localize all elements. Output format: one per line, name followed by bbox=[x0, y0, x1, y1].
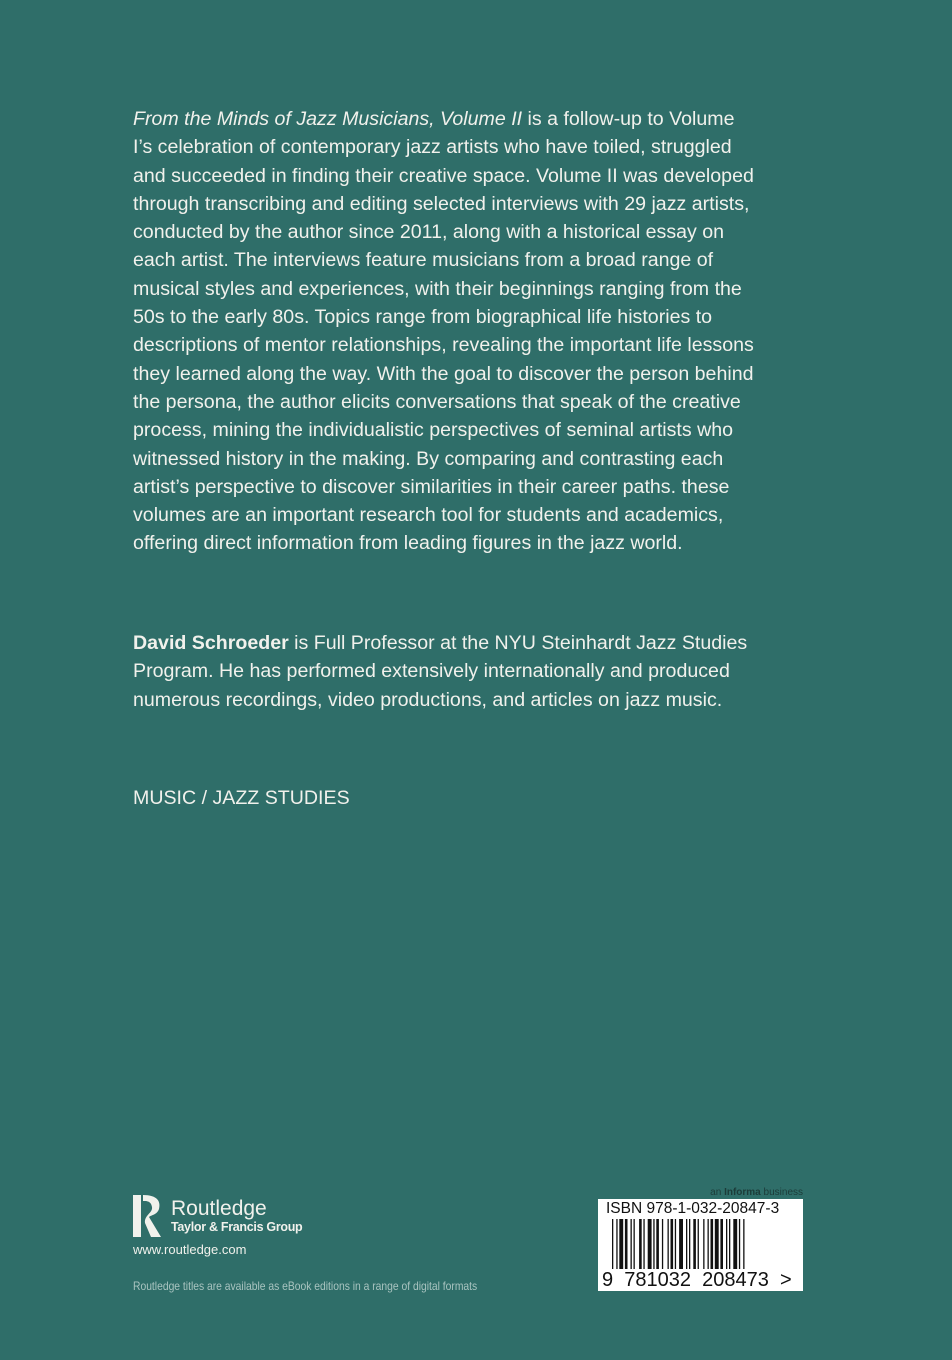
barcode-bar bbox=[733, 1219, 737, 1269]
description-line: witnessed history in the making. By comparing and contrasting each bbox=[133, 447, 724, 470]
informa-brand: Informa bbox=[724, 1187, 761, 1198]
barcode-bar bbox=[726, 1219, 727, 1269]
barcode-bar bbox=[616, 1219, 617, 1269]
barcode-bar bbox=[631, 1219, 632, 1269]
barcode-bar bbox=[729, 1219, 730, 1269]
description-line: descriptions of mentor relationships, revealing the important life lessons bbox=[133, 334, 754, 357]
book-title: From the Minds of Jazz Musicians, Volume II bbox=[133, 108, 523, 130]
barcode-bar bbox=[703, 1219, 704, 1269]
author-name: David Schroeder bbox=[133, 632, 289, 654]
bio-line: Program. He has performed extensively internationally and produced bbox=[133, 660, 730, 683]
barcode-bar bbox=[720, 1219, 723, 1269]
barcode-bar bbox=[689, 1219, 690, 1269]
barcode-bar bbox=[643, 1219, 644, 1269]
barcode-digits: 9 781032 208473 > bbox=[602, 1269, 792, 1291]
informa-prefix: an bbox=[710, 1187, 722, 1198]
description-line: conducted by the author since 2011, along with a historical essay on bbox=[133, 221, 725, 244]
description-line: process, mining the individualistic perspectives of seminal artists who bbox=[133, 419, 734, 442]
description-line: through transcribing and editing selected interviews with 29 jazz artists, bbox=[133, 192, 750, 215]
bio-line bbox=[133, 629, 747, 657]
barcode-bar bbox=[693, 1219, 696, 1269]
description-line: volumes are an important research tool for students and academics, bbox=[133, 504, 724, 527]
description-line: musical styles and experiences, with their beginnings ranging from the bbox=[133, 277, 742, 300]
barcode-bars bbox=[598, 1219, 803, 1271]
barcode-bar bbox=[675, 1219, 676, 1269]
informa-suffix: business bbox=[763, 1187, 803, 1198]
barcode-bar bbox=[653, 1219, 654, 1269]
description-line: and succeeded in finding their creative space. Volume II was developed bbox=[133, 164, 754, 187]
description-line: offering direct information from leading figures in the jazz world. bbox=[133, 532, 683, 555]
publisher-group: Taylor & Francis Group bbox=[171, 1219, 303, 1234]
barcode-bar bbox=[743, 1219, 744, 1269]
publisher-name: Routledge bbox=[171, 1196, 267, 1220]
barcode-bar bbox=[612, 1219, 613, 1269]
routledge-logo bbox=[133, 1193, 302, 1239]
book-description bbox=[133, 105, 754, 558]
barcode-bar bbox=[711, 1219, 714, 1269]
isbn-label: ISBN 978-1-032-20847-3 bbox=[606, 1200, 780, 1217]
publisher-url[interactable]: www.routledge.com bbox=[133, 1242, 247, 1257]
isbn-barcode bbox=[598, 1199, 803, 1291]
barcode-bar bbox=[708, 1219, 709, 1269]
barcode-bar bbox=[656, 1219, 659, 1269]
subject-category: MUSIC / JAZZ STUDIES bbox=[133, 787, 350, 809]
author-bio bbox=[133, 629, 747, 714]
description-line: they learned along the way. With the goal to discover the person behind bbox=[133, 362, 754, 385]
description-line: I’s celebration of contemporary jazz artists who have toiled, struggled bbox=[133, 136, 732, 159]
ebook-note: Routledge titles are available as eBook editions in a range of digital formats bbox=[133, 1279, 478, 1293]
barcode-bar bbox=[634, 1219, 635, 1269]
barcode-bar bbox=[679, 1219, 683, 1269]
barcode-bar bbox=[662, 1219, 663, 1269]
barcode-bar bbox=[648, 1219, 652, 1269]
description-line bbox=[133, 105, 754, 133]
barcode-bar bbox=[686, 1219, 687, 1269]
description-line: the persona, the author elicits conversations that speak of the creative bbox=[133, 390, 741, 413]
bio-text: is Full Professor at the NYU Steinhardt Jazz Studies bbox=[288, 632, 748, 654]
description-line: each artist. The interviews feature musicians from a broad range of bbox=[133, 249, 714, 272]
barcode-bar bbox=[715, 1219, 719, 1269]
barcode-bar bbox=[625, 1219, 628, 1269]
barcode-bar bbox=[698, 1219, 699, 1269]
barcode-bar bbox=[671, 1219, 674, 1269]
description-line: artist’s perspective to discover similarities in their career paths. these bbox=[133, 475, 730, 498]
barcode-bar bbox=[668, 1219, 669, 1269]
description-line: 50s to the early 80s. Topics range from biographical life histories to bbox=[133, 306, 713, 329]
description-text: is a follow-up to Volume bbox=[522, 108, 735, 130]
informa-tagline bbox=[710, 1187, 803, 1198]
barcode-bar bbox=[639, 1219, 642, 1269]
bio-line: numerous recordings, video productions, and articles on jazz music. bbox=[133, 688, 723, 711]
barcode-bar bbox=[619, 1219, 623, 1269]
routledge-r-icon bbox=[133, 1193, 163, 1239]
barcode-bar bbox=[739, 1219, 740, 1269]
